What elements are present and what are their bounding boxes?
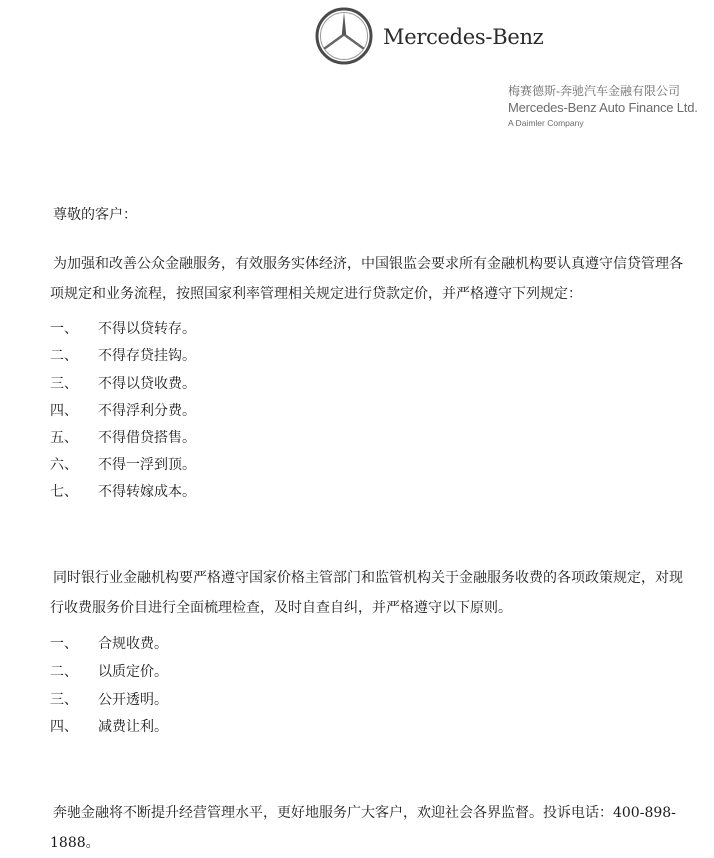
company-name-english: Mercedes-Benz Auto Finance Ltd.	[508, 100, 698, 115]
list-number: 一、	[50, 321, 78, 337]
list-item	[50, 481, 196, 503]
list-item	[50, 373, 196, 395]
company-subtitle: A Daimler Company	[508, 118, 584, 128]
list-number: 三、	[50, 376, 78, 392]
list-item	[50, 345, 196, 367]
list-item	[50, 633, 168, 655]
list-number: 六、	[50, 457, 78, 473]
list-text: 减费让利。	[98, 719, 168, 735]
list-text: 不得转嫁成本。	[98, 484, 196, 500]
list-item	[50, 427, 196, 449]
brand-name: Mercedes-Benz	[383, 25, 544, 49]
list-item	[50, 318, 196, 340]
list-text: 不得借贷搭售。	[98, 430, 196, 446]
closing-paragraph: 奔驰金融将不断提升经营管理水平，更好地服务广大客户，欢迎社会各界监督。投诉电话：400-898-1888。	[50, 805, 676, 851]
letter-greeting: 尊敬的客户：	[53, 207, 137, 223]
middle-paragraph: 同时银行业金融机构要严格遵守国家价格主管部门和监管机构关于金融服务收费的各项政策规定，对现行收费服务价目进行全面梳理检查，及时自查自纠，并严格遵守以下原则。	[50, 570, 683, 616]
list-number: 四、	[50, 719, 78, 735]
list-number: 二、	[50, 348, 78, 364]
list-text: 不得以贷收费。	[98, 376, 196, 392]
company-name-chinese: 梅赛德斯-奔驰汽车金融有限公司	[508, 84, 680, 98]
list-item	[50, 689, 168, 711]
list-number: 七、	[50, 484, 78, 500]
list-text: 公开透明。	[98, 692, 168, 708]
list-text: 不得一浮到顶。	[98, 457, 196, 473]
list-text: 不得存贷挂钩。	[98, 348, 196, 364]
list-text: 不得浮利分费。	[98, 403, 196, 419]
list-number: 三、	[50, 692, 78, 708]
list-item	[50, 400, 196, 422]
intro-paragraph: 为加强和改善公众金融服务，有效服务实体经济，中国银监会要求所有金融机构要认真遵守信贷管理各项规定和业务流程，按照国家利率管理相关规定进行贷款定价，并严格遵守下列规定：	[50, 256, 683, 302]
list-text: 不得以贷转存。	[98, 321, 196, 337]
list-number: 五、	[50, 430, 78, 446]
mercedes-star-logo-icon	[314, 6, 374, 66]
list-number: 一、	[50, 636, 78, 652]
list-number: 四、	[50, 403, 78, 419]
list-text: 合规收费。	[98, 636, 168, 652]
list-item	[50, 454, 196, 476]
list-text: 以质定价。	[98, 664, 168, 680]
company-info	[508, 84, 698, 129]
list-item	[50, 716, 168, 738]
list-number: 二、	[50, 664, 78, 680]
list-item	[50, 661, 168, 683]
